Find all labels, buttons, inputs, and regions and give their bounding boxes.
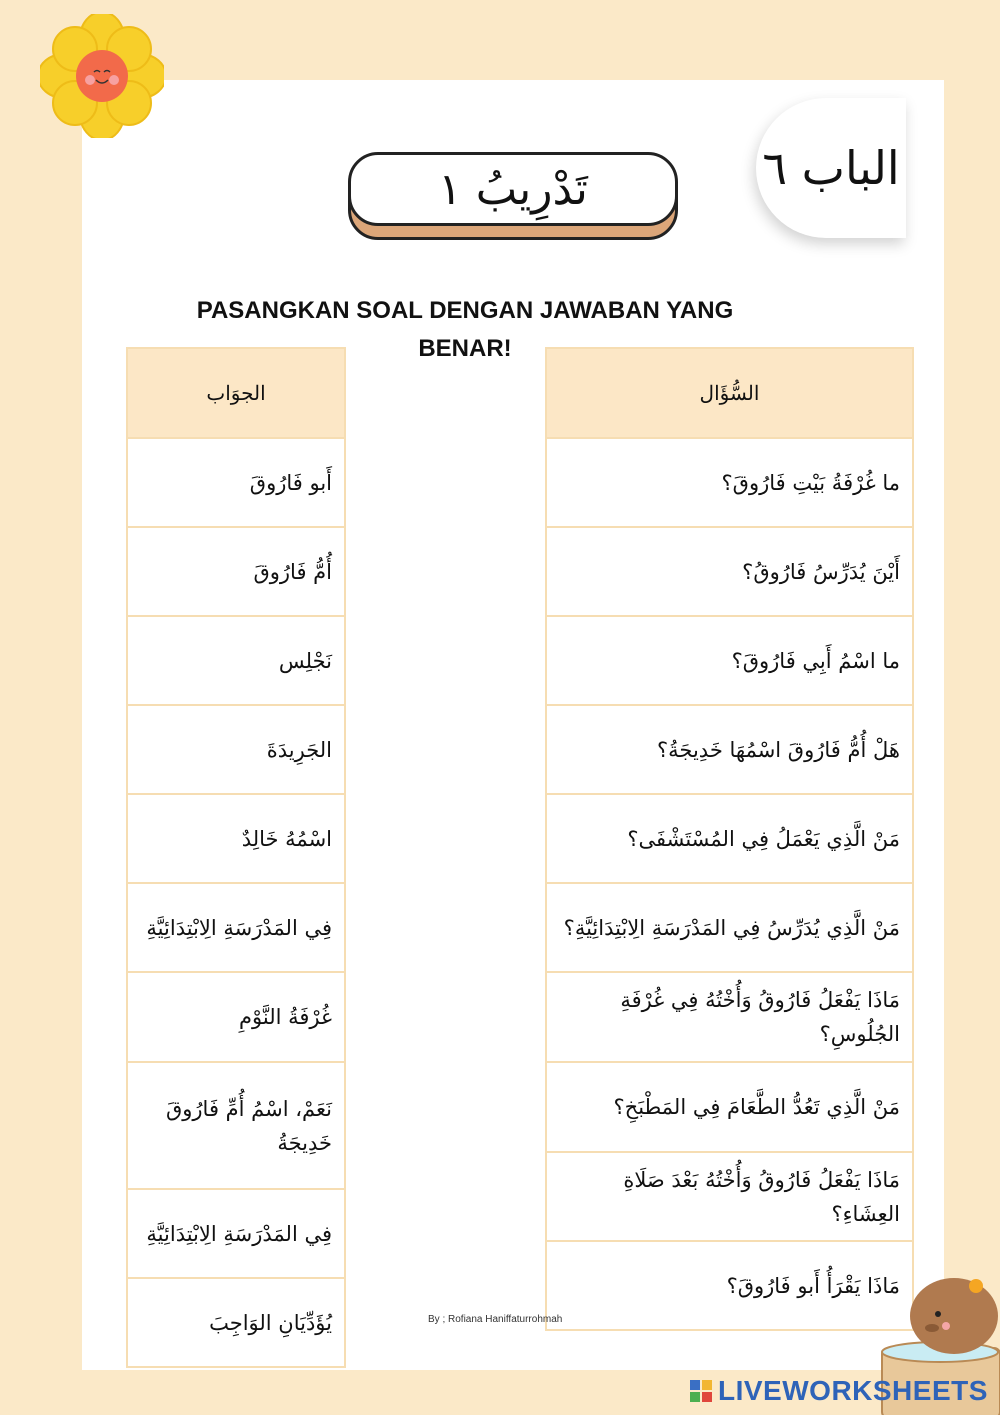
question-cell[interactable]: ما اسْمُ أَبِي فَارُوقَ؟	[546, 616, 913, 705]
answer-cell[interactable]: فِي المَدْرَسَةِ الِابْتِدَائِيَّةِ	[127, 883, 345, 972]
author-credit: By ; Rofiana Haniffaturrohmah	[428, 1314, 563, 1325]
answer-cell[interactable]: الجَرِيدَةَ	[127, 705, 345, 794]
question-cell[interactable]: مَنْ الَّذِي يَعْمَلُ فِي المُسْتَشْفَى؟	[546, 794, 913, 883]
answer-cell[interactable]: اسْمُهُ خَالِدٌ	[127, 794, 345, 883]
questions-table	[545, 347, 914, 1331]
answer-cell[interactable]: فِي المَدْرَسَةِ الِابْتِدَائِيَّةِ	[127, 1189, 345, 1278]
questions-header: السُّؤَال	[546, 348, 913, 438]
question-cell[interactable]: مَنْ الَّذِي تَعُدُّ الطَّعَامَ فِي المَطْبَخِ؟	[546, 1062, 913, 1152]
answer-cell[interactable]: غُرْفَةُ النَّوْمِ	[127, 972, 345, 1062]
brand-footer	[690, 1374, 988, 1408]
question-cell[interactable]: مَاذَا يَقْرَأُ أَبو فَارُوقَ؟	[546, 1241, 913, 1330]
answer-cell[interactable]: أُمُّ فَارُوقَ	[127, 527, 345, 616]
title-banner	[348, 152, 678, 226]
question-cell[interactable]: مَاذَا يَفْعَلُ فَارُوقُ وَأُخْتُهُ فِي غُرْفَةِ الجُلُوسِ؟	[546, 972, 913, 1062]
answer-cell[interactable]: يُؤَدِّيَانِ الوَاجِبَ	[127, 1278, 345, 1367]
brand-name: LIVEWORKSHEETS	[718, 1375, 988, 1406]
chapter-label: الباب ٦	[762, 141, 900, 195]
instruction-text: PASANGKAN SOAL DENGAN JAWABAN YANG BENAR!	[196, 297, 734, 362]
exercise-title-banner	[344, 150, 682, 242]
question-cell[interactable]: ما غُرْفَةُ بَيْتِ فَارُوقَ؟	[546, 438, 913, 527]
flower-icon	[40, 14, 164, 138]
chapter-badge	[756, 98, 906, 238]
answers-header: الجوَاب	[127, 348, 345, 438]
question-cell[interactable]: مَنْ الَّذِي يُدَرِّسُ فِي المَدْرَسَةِ الِابْتِدَائِيَّةِ؟	[546, 883, 913, 972]
answer-cell[interactable]: أَبو فَارُوقَ	[127, 438, 345, 527]
answer-cell[interactable]: نَجْلِس	[127, 616, 345, 705]
answers-table	[126, 347, 346, 1368]
answer-cell[interactable]: نَعَمْ، اسْمُ أُمِّ فَارُوقَ خَدِيجَةُ	[127, 1062, 345, 1189]
question-cell[interactable]: مَاذَا يَفْعَلُ فَارُوقُ وَأُخْتُهُ بَعْدَ صَلَاةِ العِشَاءِ؟	[546, 1152, 913, 1241]
question-cell[interactable]: هَلْ أُمُّ فَارُوقَ اسْمُهَا خَدِيجَةُ؟	[546, 705, 913, 794]
question-cell[interactable]: أَيْنَ يُدَرِّسُ فَارُوقُ؟	[546, 527, 913, 616]
liveworksheets-logo-icon	[690, 1380, 712, 1402]
exercise-title: تَدْرِيبُ ١	[438, 163, 588, 215]
